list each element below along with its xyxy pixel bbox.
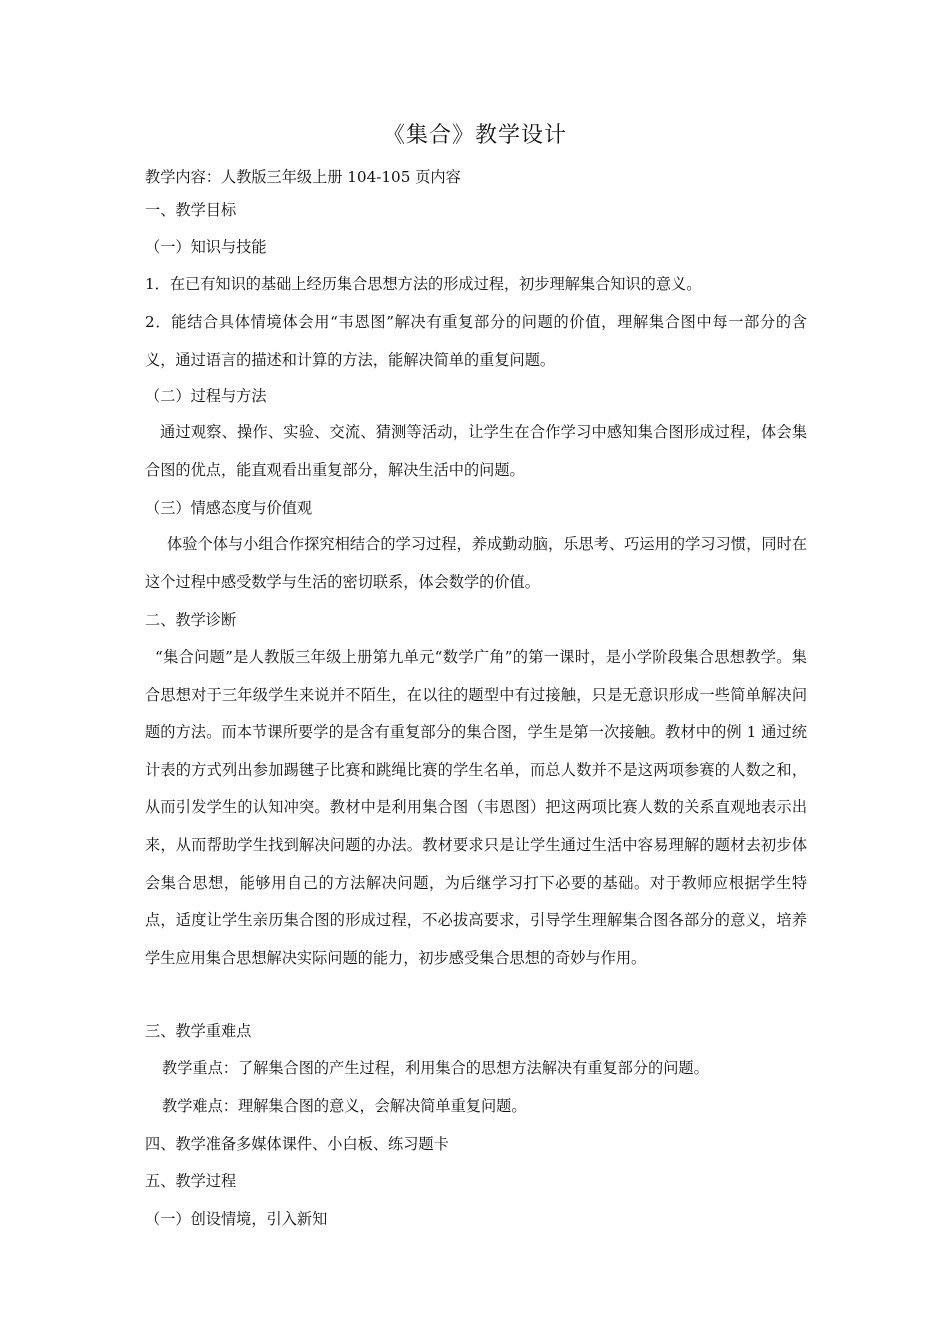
section-4-heading: 四、教学准备多媒体课件、小白板、练习题卡 [145, 1135, 449, 1153]
section-3-heading: 三、教学重难点 [145, 1022, 252, 1040]
goal-item-1: 1．在已有知识的基础上经历集合思想方法的形成过程，初步理解集合知识的意义。 [145, 275, 702, 293]
subsection-attitude-values: （三）情感态度与价值观 [145, 499, 313, 517]
attitude-values-paragraph: 体验个体与小组合作探究相结合的学习过程，养成勤动脑，乐思考、巧运用的学习习惯，同时在这个过程中感受数学与生活的密切联系，体会数学的价值。 [145, 535, 807, 591]
subsection-create-situation: （一）创设情境，引入新知 [145, 1210, 328, 1228]
subsection-process-method: （二）过程与方法 [145, 387, 267, 405]
diagnosis-paragraph: “集合问题”是人教版三年级上册第九单元“数学广角”的第一课时，是小学阶段集合思想教学。集合思想对于三年级学生来说并不陌生，在以往的题型中有过接触，只是无意识形成一些简单解决问题的方法。而本节课所要学的是含有重复部分的集合图，学生是第一次接触。教材中的例 1 通过统计表的方式列出参加踢毽子比赛和跳绳比赛的学生名单，而总人数并不是这两项参赛的人数之和，从而引发学生的认知冲突。教材中是利用集合图（韦恩图）把这两项比赛人数的关系直观地表示出来，从而帮助学生找到解决问题的办法。教材要求只是让学生通过生活中容易理解的题材去初步体会集合思想，能够用自己的方法解决问题，为后继学习打下必要的基础。对于教师应根据学生特点，适度让学生亲历集合图的形成过程，不必拔高要求，引导学生理解集合图各部分的意义，培养学生应用集合思想解决实际问题的能力，初步感受集合思想的奇妙与作用。 [145, 648, 807, 967]
document-title: 《集合》教学设计 [382, 123, 567, 148]
difficulty-line: 教学难点：理解集合图的意义，会解决简单重复问题。 [162, 1097, 527, 1115]
key-point-line: 教学重点：了解集合图的产生过程，利用集合的思想方法解决有重复部分的问题。 [162, 1059, 709, 1077]
section-2-heading: 二、教学诊断 [145, 611, 237, 629]
process-method-paragraph: 通过观察、操作、实验、交流、猜测等活动，让学生在合作学习中感知集合图形成过程，体会集合图的优点，能直观看出重复部分，解决生活中的问题。 [145, 423, 807, 479]
section-1-heading: 一、教学目标 [145, 201, 237, 219]
section-5-heading: 五、教学过程 [145, 1172, 237, 1190]
goal-item-2: 2．能结合具体情境体会用“韦恩图”解决有重复部分的问题的价值，理解集合图中每一部分的含义，通过语言的描述和计算的方法，能解决简单的重复问题。 [145, 313, 807, 369]
content-line: 教学内容：人教版三年级上册 104-105 页内容 [145, 168, 461, 186]
subsection-knowledge-skills: （一）知识与技能 [145, 238, 267, 256]
